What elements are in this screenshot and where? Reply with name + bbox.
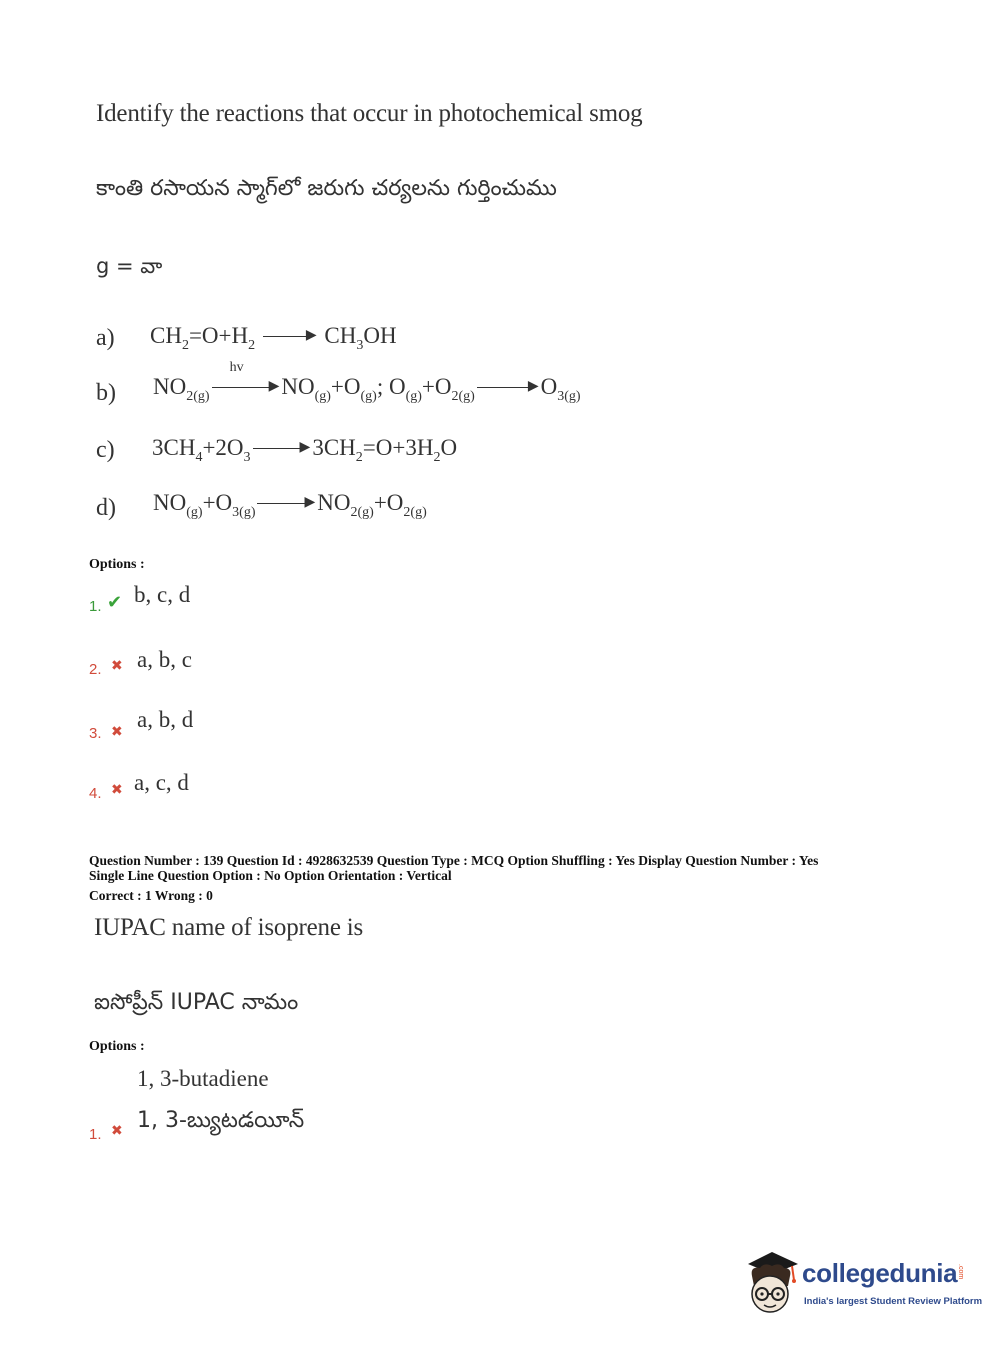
arrow-icon: hv ▶ (212, 374, 280, 400)
question-meta-line1: Question Number : 139 Question Id : 4928632539 Question Type : MCQ Option Shuffling : Yes Display Question Number : Yes (89, 853, 819, 868)
cross-icon: ✖ (111, 658, 123, 674)
options-heading: Options : (89, 557, 145, 572)
option-text: a, b, d (137, 707, 194, 732)
option-text: 1, 3-butadiene (137, 1066, 269, 1091)
reaction-c-label: c) (96, 437, 115, 463)
question2-text-telugu: ఐసోప్రీన్ IUPAC నామం (94, 990, 299, 1015)
logo-suffix: .com (957, 1264, 964, 1280)
reaction-c: $3CH_4+2O_3▶3CH_2=O+3H_2O$ (152, 435, 458, 465)
option-text: b, c, d (134, 582, 191, 607)
question-note: g = వా (96, 254, 163, 278)
arrow-icon: ▶ (477, 374, 539, 400)
question-text-telugu: కాంతి రసాయన స్మాగ్‌లో జరుగు చర్యలను గుర్తించుము (96, 176, 557, 201)
question-meta-line3: Correct : 1 Wrong : 0 (89, 888, 213, 903)
reaction-b-label: b) (96, 380, 116, 406)
option-number: 1. (89, 598, 102, 615)
question-text-english: Identify the reactions that occur in photochemical smog (96, 100, 643, 127)
option-1[interactable] (89, 582, 289, 615)
logo-tagline: India's largest Student Review Platform (804, 1296, 983, 1307)
arrow-icon: ▶ (257, 490, 315, 516)
option-text: a, b, c (137, 647, 192, 672)
cross-icon: ✖ (111, 724, 123, 740)
option-number: 2. (89, 661, 102, 678)
mascot-icon (742, 1250, 802, 1316)
option-number: 4. (89, 785, 102, 802)
option-number: 3. (89, 725, 102, 742)
cross-icon: ✖ (111, 782, 123, 798)
option-text: a, c, d (134, 770, 189, 795)
option-text-telugu: 1, 3-బ్యుటడయీన్ (137, 1108, 305, 1133)
reaction-a: $CH_2=O+H_2$ ▶ $CH_3OH$ (150, 323, 397, 353)
check-icon: ✔ (107, 592, 123, 613)
option-number: 1. (89, 1126, 102, 1143)
options-heading: Options : (89, 1039, 145, 1054)
reaction-b: $NO_{2(g)}$ hv $▶NO_{(g)}+O_{(g)}$; $O_{(g)}+O_{2(g)}▶O_{3(g)}$ (153, 360, 581, 404)
reaction-d-label: d) (96, 495, 116, 521)
question2-text-english: IUPAC name of isoprene is (94, 914, 364, 941)
cross-icon: ✖ (111, 1123, 123, 1139)
logo-name: collegedunia (802, 1258, 958, 1288)
q2-option-1[interactable] (89, 1066, 349, 1146)
reaction-a-label: a) (96, 325, 115, 351)
arrow-icon: ▶ (253, 435, 311, 461)
reaction-d: $NO_{(g)}+O_{3(g)}▶NO_{2(g)}+O_{2(g)}$ (153, 490, 427, 520)
collegedunia-logo (742, 1250, 983, 1316)
question-meta-line2: Single Line Question Option : No Option Orientation : Vertical (89, 868, 452, 883)
arrow-icon: ▶ (263, 323, 317, 349)
option-4[interactable] (89, 770, 289, 800)
option-3[interactable] (89, 707, 289, 742)
option-2[interactable] (89, 646, 289, 676)
